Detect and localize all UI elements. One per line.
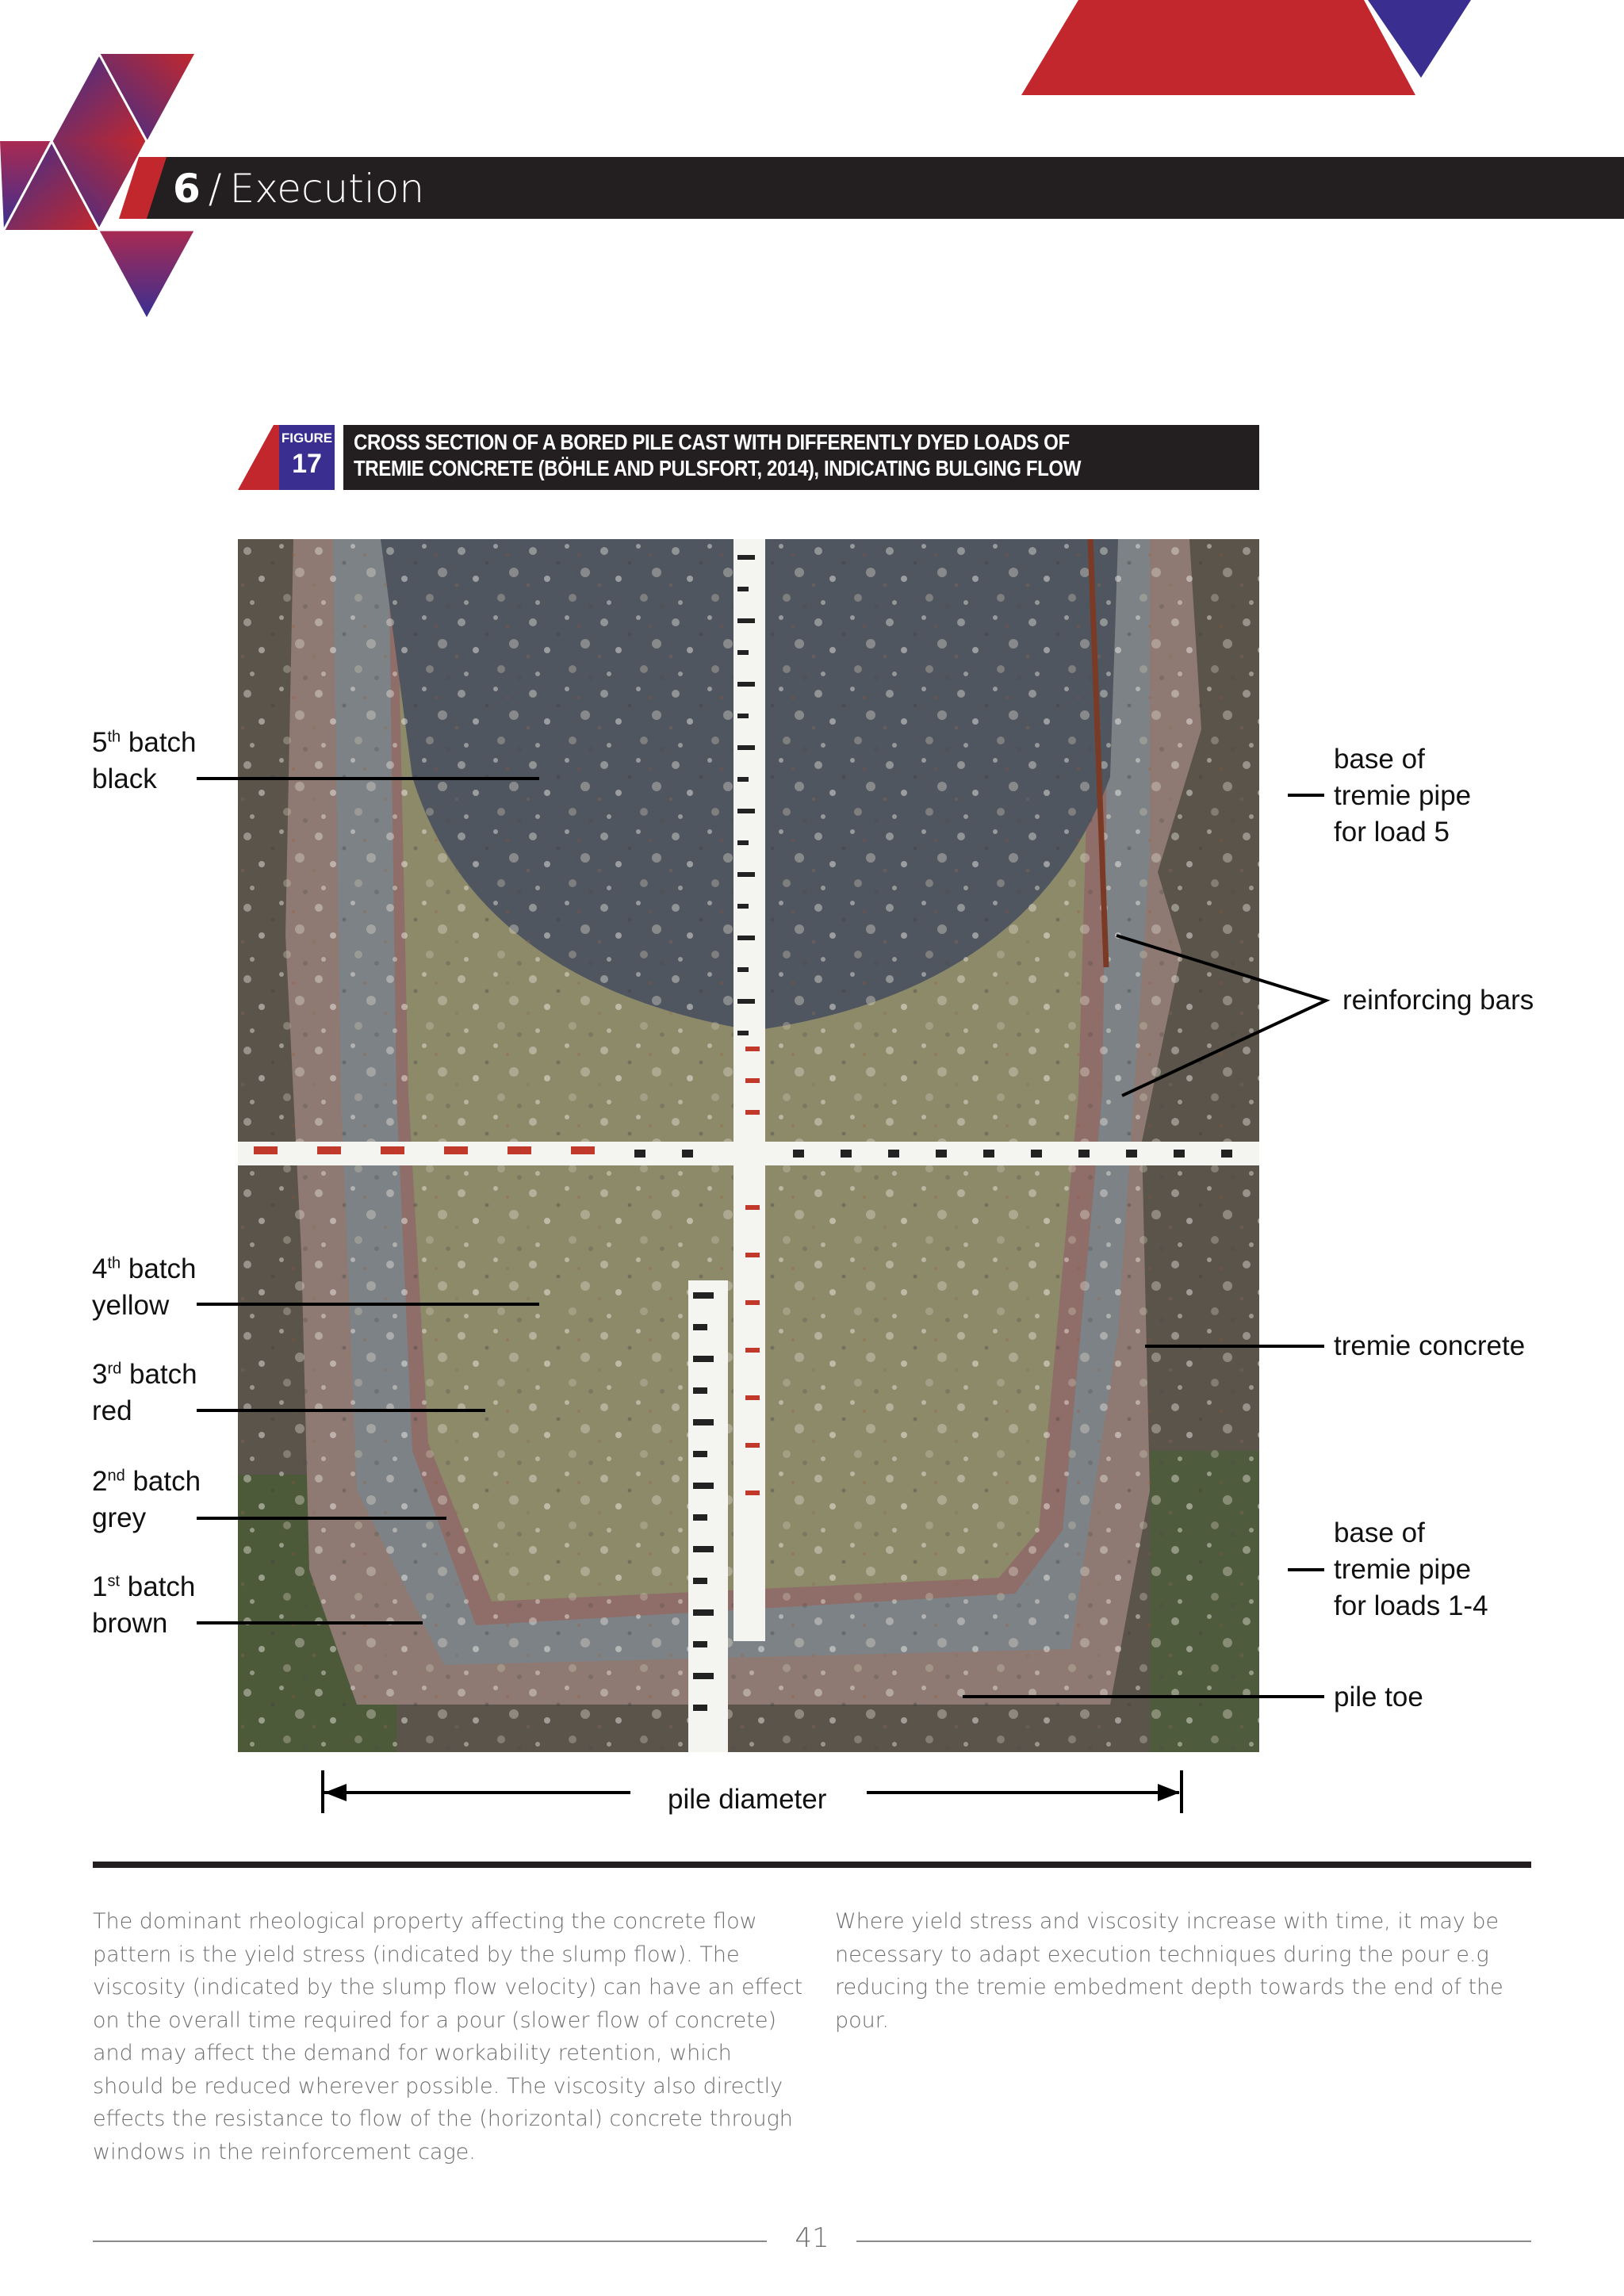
figure-word: FIGURE — [281, 430, 333, 446]
heading-separator: / — [208, 166, 222, 212]
footer-rule-right — [856, 2241, 1531, 2242]
label-base-tremie-load-5: base of tremie pipe for load 5 — [1334, 744, 1472, 848]
section-divider — [93, 1862, 1531, 1868]
figure-caption-line-2: TREMIE CONCRETE (BÖHLE AND PULSFORT, 2014), INDICATING BULGING FLOW — [354, 456, 1082, 480]
label-batch-2: 2nd batch grey — [92, 1466, 201, 1533]
label-batch-3: 3rd batch red — [92, 1359, 197, 1426]
body-right-column: Where yield stress and viscosity increase with time, it may be necessary to adapt execution techniques during the pour e.g reducing the tremie embedment depth towards the end of the pour. — [835, 1909, 1503, 2033]
footer-rule-left — [93, 2241, 767, 2242]
body-left-column: The dominant rheological property affecting the concrete flow pattern is the yield stress (indicated by the slump flow). The viscosity (indicated by the slump flow velocity) can have an effect on the overall time required for a pour (slower flow of concrete) and may affect the demand for workability retention, which should be reduced wherever possible. The viscosity also directly effects the resistance to flow of the (horizontal) concrete through windows in the reinforcement cage. — [93, 1909, 803, 2164]
pile-cross-section-photo — [238, 539, 1259, 1752]
label-reinforcing-bars: reinforcing bars — [1342, 985, 1534, 1016]
label-batch-1: 1st batch brown — [92, 1571, 196, 1639]
page-number: 41 — [795, 2222, 829, 2254]
label-batch-5: 5th batch black — [92, 727, 197, 794]
label-batch-4: 4th batch yellow — [92, 1253, 197, 1321]
label-pile-toe: pile toe — [1334, 1682, 1423, 1712]
label-base-tremie-loads-1-4: base of tremie pipe for loads 1-4 — [1334, 1517, 1488, 1621]
chapter-number: 6 — [173, 166, 201, 212]
label-pile-diameter: pile diameter — [668, 1784, 827, 1815]
chapter-title: Execution — [229, 166, 425, 212]
figure-number: 17 — [292, 449, 322, 479]
decorative-triangles-top-right — [1015, 0, 1491, 99]
header-bar-accent — [119, 157, 167, 219]
label-tremie-concrete: tremie concrete — [1334, 1330, 1526, 1361]
figure-caption-line-1: CROSS SECTION OF A BORED PILE CAST WITH DIFFERENTLY DYED LOADS OF — [354, 430, 1070, 454]
section-heading — [173, 163, 424, 215]
